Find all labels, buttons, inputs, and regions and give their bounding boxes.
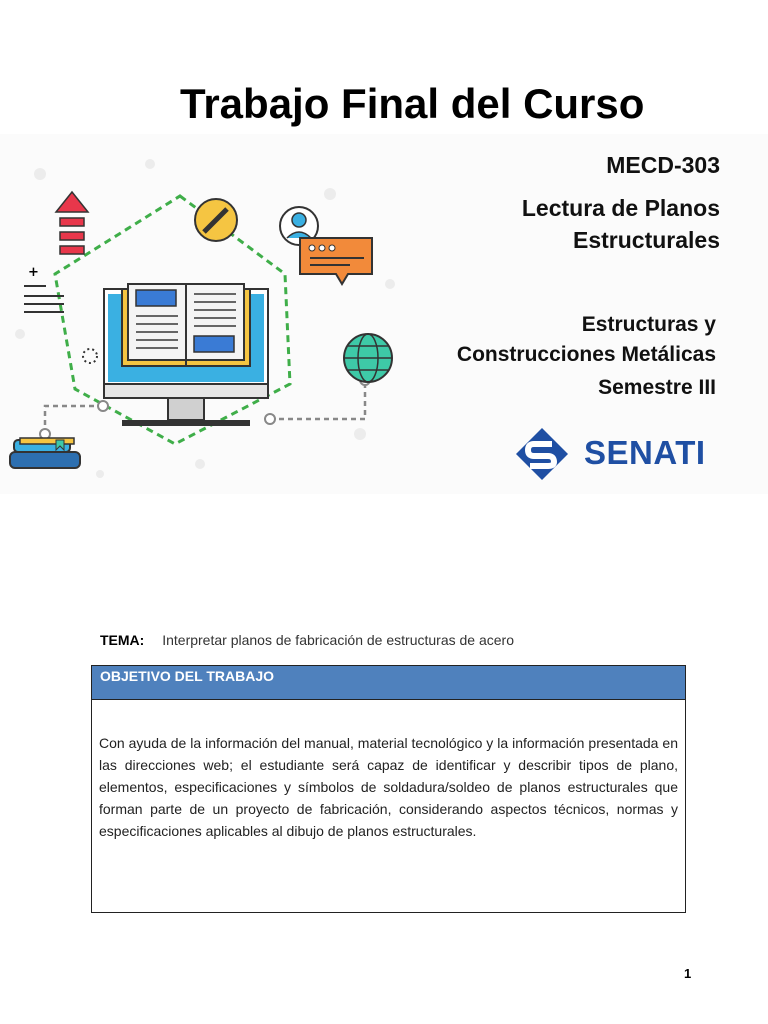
tema-value: Interpretar planos de fabricación de estructuras de acero	[162, 632, 514, 648]
career-line-2: Construcciones Metálicas	[456, 343, 716, 366]
career-line-1: Estructuras y	[581, 313, 716, 336]
course-code: MECD-303	[606, 152, 720, 178]
education-illustration	[0, 134, 420, 494]
senati-logo-icon	[512, 426, 572, 482]
senati-logo	[512, 426, 712, 486]
svg-text:+: +	[28, 265, 39, 280]
course-name	[522, 192, 720, 256]
semester: Semestre III	[598, 376, 716, 399]
course-name-line-1: Lectura de Planos	[521, 195, 720, 221]
tema-label: TEMA:	[100, 632, 145, 648]
document-title: Trabajo Final del Curso	[180, 80, 645, 127]
objective-table	[91, 665, 686, 913]
objective-text: Con ayuda de la información del manual, material tecnológico y la información presentada en las direcciones web; el estudiante será capaz de identificar y describir tipos de plano, elementos, especificaciones y símbolos de soldadura/soldeo de planos estructurales que forman parte de un proyecto de fabricación, considerando aspectos técnicos, normas y especificaciones aplicables al dibujo de planos estructurales.	[99, 735, 678, 839]
page-number: 1	[684, 966, 692, 981]
senati-logo-text: SENATI	[584, 434, 706, 471]
career-name	[457, 310, 716, 370]
hero-banner	[0, 134, 768, 494]
objective-header: OBJETIVO DEL TRABAJO	[92, 666, 685, 700]
tema-line	[100, 632, 514, 648]
course-name-line-2: Estructurales	[572, 227, 720, 253]
